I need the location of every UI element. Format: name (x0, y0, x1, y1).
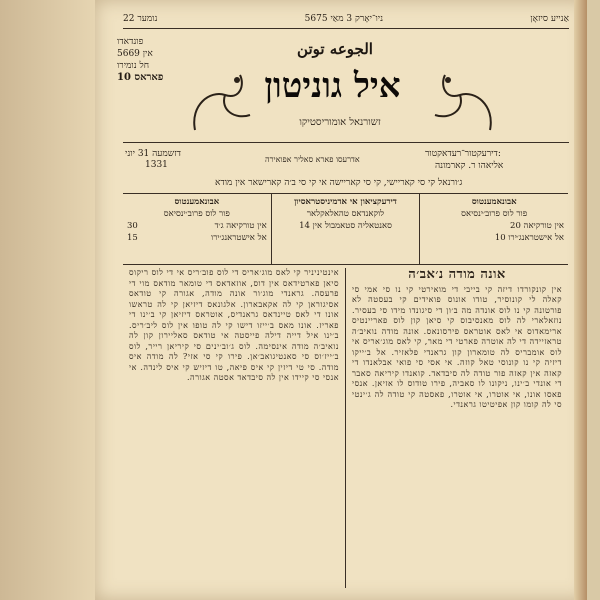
founded-line-1: פונדאדו (117, 37, 144, 47)
sub-label-left-2: אל אישטראנג׳ירו (211, 233, 267, 243)
edition-label: אַנייע סיזאָן (530, 13, 569, 24)
admin-line-2: סאנטאליה סטאמבול אין 14 (299, 221, 392, 231)
article-text-right: אין קונקורדו דיזה קי בייבי די מואירטי קי נו סי אמי סי קאלה לי קונוסיר, טודו אונוס פואידים קי בעסטה לא פורטונה קי נו לוס אונדה מה ב׳ון די סיגונדו מידו סי בעסיר. נוזאלארי לה לוס מאנסיבוס קי סיאן קון לוס פאריינטיס ארימאדוס אי לאס אוטראס פירסונאס. אונה מודה נואיב׳ה טראזיידה די לה אוטרה פארטי די מאר, קי לאס מוג׳אריס אי לוס אומבריס לה טומארון קון גראנדי פלאזיר. אל ב׳ייקו דיזיה קי נו קונוסי טאל קוזה. אי אסי סי פואי אבלאנדו די קאזה אין קאזה פור טודה לה סיבדאד. קואנדו קיריאה סאבר די אונדי ב׳ינו, ניקונו לו סאביה, פירו טודוס לו אזיאן. אנסי פאסו אונו, אי אוטרו, אי אוטרו, פאסטה קי טודה לה ג׳ינטי סי לה קומו קון אפיטיטו גראנדי. (352, 284, 562, 409)
newspaper-page (95, 0, 587, 600)
date-heb: דזשמעה 31 יוני (125, 149, 181, 159)
subscription-col-right (419, 194, 568, 264)
sub-title-left: אבונאמענטוס (174, 197, 220, 207)
founded-line-4: חל נומירו (117, 61, 150, 71)
founded-line-2: אין 5669 (117, 49, 153, 59)
article-column-left (123, 268, 346, 588)
masthead-arabic: الجوعه توتن (297, 40, 373, 58)
sub-row-right-1: אין טורקיאה 20 (510, 221, 565, 231)
book-spine (0, 0, 95, 600)
sub-row-left-1 (127, 220, 267, 232)
admin-line-1: לוקאנדאס טהאלאקלאר (306, 209, 385, 219)
issue-number: נומער 22 (123, 13, 158, 24)
editor-name: אליאהו ר. קארמונה (435, 161, 504, 171)
year-line: 1331 (145, 160, 168, 170)
sub-sub-left: פור לוס פרוב׳ינסיאס (163, 209, 230, 219)
sub-title-right: אבונאמענטוס (471, 197, 517, 207)
motto-line: ג׳ורנאל קי סי קאריישי, קי סי קאריישה אי קי סי ב׳ה קארישאר אין מודא (215, 178, 463, 188)
masthead-rule (123, 142, 569, 143)
admin-title: דירעקציאון אי אדמיניסטראסיון (294, 197, 397, 207)
founded-box (117, 36, 185, 84)
sub-price-left-2: 15 (127, 233, 138, 243)
header-rule (123, 28, 569, 29)
subscription-col-left (123, 194, 271, 264)
page-edge (574, 0, 587, 600)
subscription-col-middle (271, 194, 420, 264)
header-row (123, 10, 569, 26)
article-title: אונה מודה נ׳אב׳ה (408, 268, 506, 282)
article-column-right (346, 268, 568, 588)
masthead-title: איל גוניטון (264, 66, 401, 106)
sub-sub-right: פור לוס פרוב׳ינסיאס (461, 209, 528, 219)
director-label: דירעקטור־רעדאקטור: (425, 149, 501, 159)
subscription-table (123, 193, 568, 265)
address-line: אדרעסו פארא סאליר אפואירה (265, 155, 360, 164)
article-text-left: אינטיניניר קי לאס מוג׳אריס די לוס פוב׳ריס אי די לוס ריקוס סיאן פארטידאס אין דוס, אוזאדאס די טומאר מודאס מוי די פרעסה. גראנדי מוג׳ור אונה מודה, אגורה קי טודאס אסיגוראן קי לה אקאבארון. אלגונאס דיזיאן קי לה טראשו אונו די לאס טיינדאס גראנדיס, אוטראס דיזיאן קי ב׳ינו די פאריז. אונו מאס ב׳ייזו דישו קי לה טופו אין לוס ליב׳ריס. ב׳ינו איל דייה דילה פייסטה אי טודאס סאליירון קון לה נואיב׳ה מודה אינסימה. לוס ג׳וב׳ינים סי קיריאן רייר, לוס ב׳ייז׳וס סי סאנטיגואב׳אן. פירו קי סי אזי? לה מודה איס מודה. סי טי דיזין קי איס פיאה, טו דיזיש קי איס לינדה. אי אנסי סי קיידו אין לה סיבדאד אסטה אגורה. (129, 268, 339, 382)
masthead-tagline: זשורנאל אומוריסטיקו (299, 117, 381, 128)
article-columns (123, 268, 568, 588)
sub-label-left-1: אין טורקיאה ג׳ד (214, 221, 267, 231)
price-line: פאראס 10 (117, 72, 164, 83)
sub-price-left-1: 30 (127, 221, 138, 231)
header-date: ניו־יאָרק 3 מאַי 5675 (304, 13, 384, 24)
sub-row-right-2: אל אישטראנג׳ירו 10 (494, 233, 565, 243)
sub-row-left-2 (127, 232, 267, 244)
